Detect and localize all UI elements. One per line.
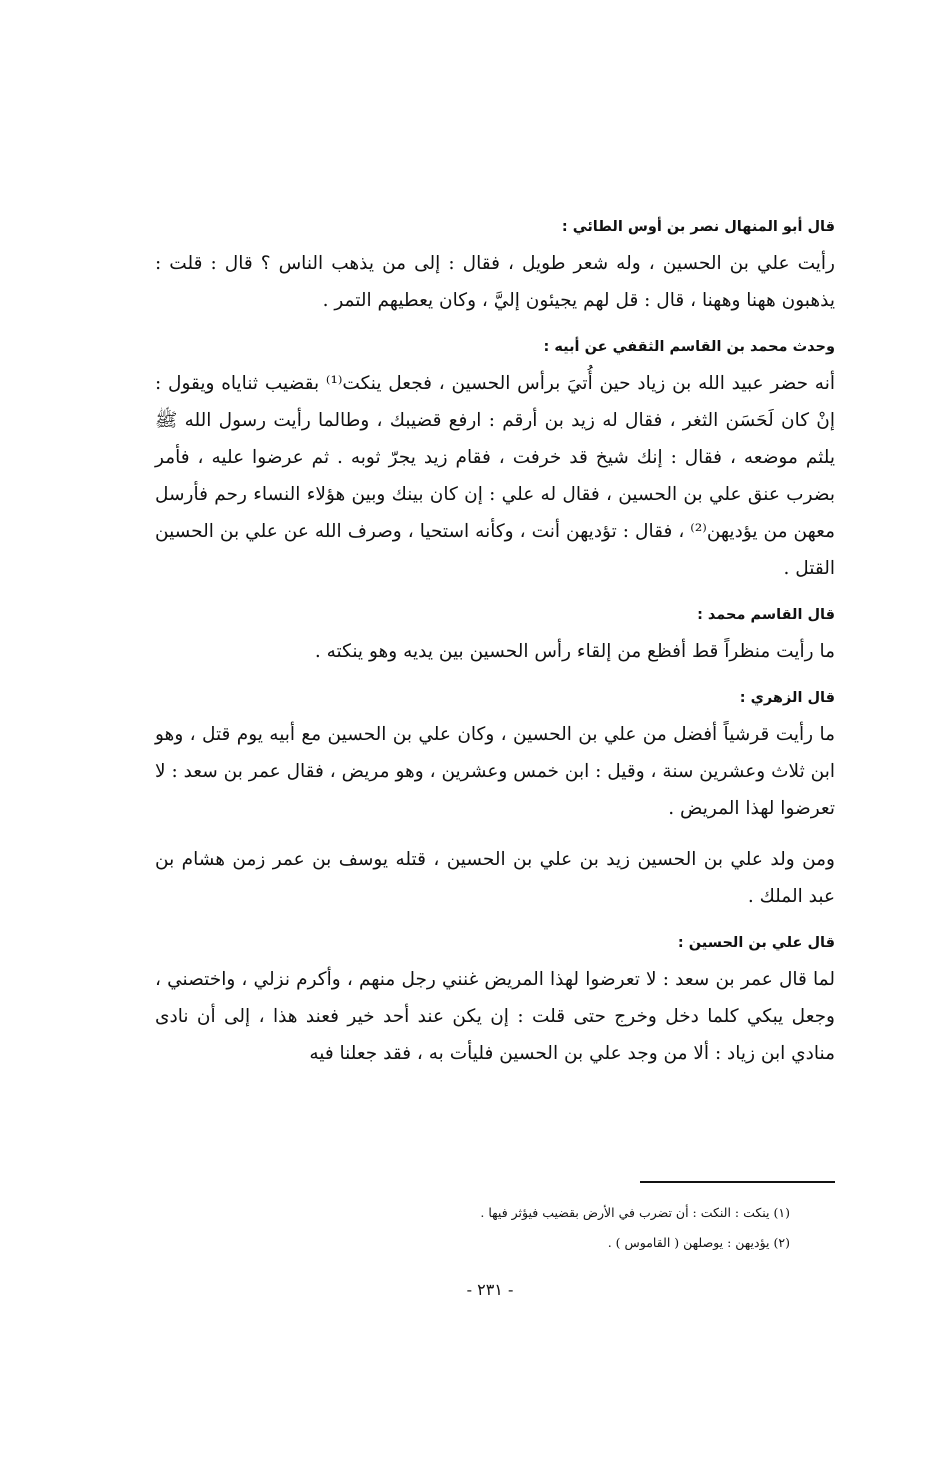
paragraph: أنه حضر عبيد الله بن زياد حين أُتيَ برأس الحسين ، فجعل ينكت⁽¹⁾ بقضيب ثناياه ويقول : إنْ كان لَحَسَن الثغر ، فقال له زيد بن أرقم : ارفع قضيبك ، وطالما رأيت رسول الله ﷺ يلثم موضعه ، فقال : إنك شيخ قد خرفت ، فقام زيد يجرّ ثوبه . ثم عرضوا عليه ، فأمر بضرب عنق علي بن الحسين ، فقال له علي : إن كان بينك وبين هؤلاء النساء رحم فأرسل معهن من يؤديهن⁽²⁾ ، فقال : تؤديهن أنت ، وكأنه استحيا ، وصرف الله عن علي بن الحسين القتل . bbox=[155, 373, 835, 579]
section-muhammad-thaqafi bbox=[155, 335, 835, 587]
page-body bbox=[155, 215, 835, 1088]
section-qasim bbox=[155, 603, 835, 670]
section-heading: قال علي بن الحسين : bbox=[677, 935, 835, 951]
section-zuhri bbox=[155, 686, 835, 915]
section-heading: قال الزهري : bbox=[739, 690, 835, 706]
footnote-divider bbox=[640, 1181, 835, 1183]
footnote-1: (١) ينكت : النكت : أن تضرب في الأرض بقضيب فيؤثر فيها . bbox=[480, 1205, 790, 1220]
section-heading: قال أبو المنهال نصر بن أوس الطائي : bbox=[561, 219, 835, 235]
paragraph: رأيت علي بن الحسين ، وله شعر طويل ، فقال : إلى من يذهب الناس ؟ قال : قلت : يذهبون ههنا وههنا ، قال : قل لهم يجيئون إليَّ ، وكان يعطيهم التمر . bbox=[155, 253, 835, 311]
section-heading: قال القاسم محمد : bbox=[697, 607, 835, 623]
paragraph: ما رأيت قرشياً أفضل من علي بن الحسين ، وكان علي بن الحسين مع أبيه يوم قتل ، وهو ابن ثلاث وعشرين سنة ، وقيل : ابن خمس وعشرين ، وهو مريض ، فقال عمر بن سعد : لا تعرضوا لهذا المريض . bbox=[155, 724, 835, 819]
paragraph: ومن ولد علي بن الحسين زيد بن علي بن الحسين ، قتله يوسف بن عمر زمن هشام بن عبد الملك . bbox=[155, 849, 835, 907]
paragraph: ما رأيت منظراً قط أفظع من إلقاء رأس الحسين بين يديه وهو ينكته . bbox=[314, 641, 835, 662]
section-heading: وحدث محمد بن القاسم الثقفي عن أبيه : bbox=[543, 339, 835, 355]
paragraph: لما قال عمر بن سعد : لا تعرضوا لهذا المريض غنني رجل منهم ، وأكرم نزلي ، واختصني ، وجعل يبكي كلما دخل وخرج حتى قلت : إن يكن عند أحد خير فعند هذا ، إلى أن نادى منادي ابن زياد : ألا من وجد علي بن الحسين فليأت به ، فقد جعلنا فيه bbox=[155, 969, 835, 1064]
footnote-2: (٢) يؤديهن : يوصلهن ( القاموس ) . bbox=[607, 1235, 790, 1250]
page-number: - ٢٣١ - bbox=[466, 1280, 514, 1299]
section-ali-ibn-husayn bbox=[155, 931, 835, 1072]
footnotes bbox=[300, 1198, 790, 1258]
section-abu-minhal bbox=[155, 215, 835, 319]
